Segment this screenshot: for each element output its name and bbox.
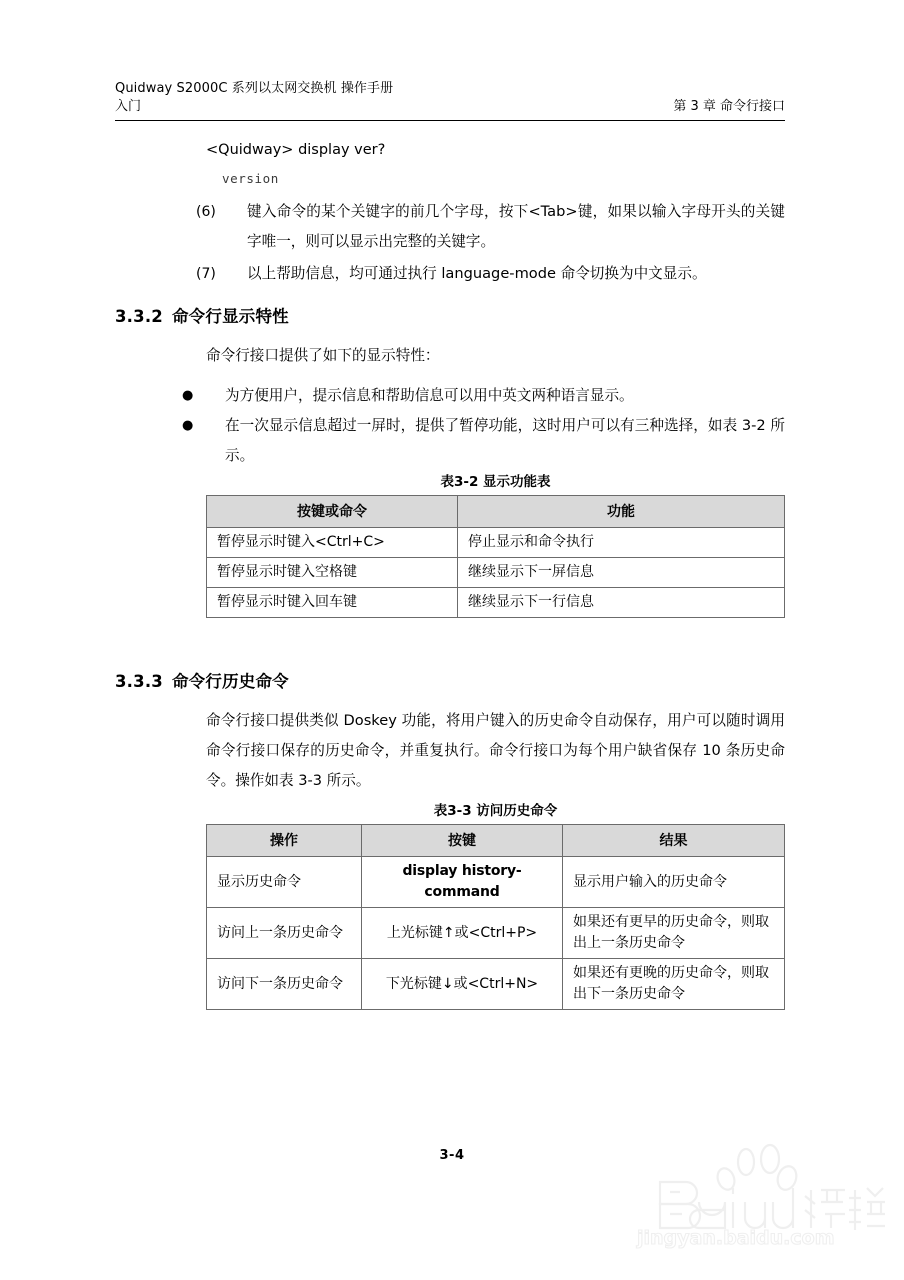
bullet-list (0, 381, 904, 471)
table-column-header: 功能 (458, 496, 785, 528)
table-row (207, 959, 785, 1010)
table-cell: 访问上一条历史命令 (207, 908, 362, 959)
table-cell: 继续显示下一屏信息 (458, 558, 785, 588)
table-cell: 访问下一条历史命令 (207, 959, 362, 1010)
table-row (207, 588, 785, 618)
page-header (115, 80, 785, 116)
table-cell: 上光标键↑或<Ctrl+P> (362, 908, 563, 959)
table-cell: 显示用户输入的历史命令 (563, 857, 785, 908)
table-cell: 暂停显示时键入回车键 (207, 588, 458, 618)
numbered-list (0, 197, 904, 291)
cli-command-output: version (222, 171, 279, 186)
header-chapter-right: 第 3 章 命令行接口 (673, 99, 785, 114)
table-32-caption: 表3-2 显示功能表 (440, 474, 551, 490)
bullet-item (0, 411, 904, 471)
table-column-header: 按键或命令 (207, 496, 458, 528)
section-heading-333 (115, 671, 289, 693)
section-number: 3.3.3 (115, 672, 163, 691)
list-item (0, 197, 904, 257)
section-heading-332 (115, 306, 289, 328)
section-number: 3.3.2 (115, 307, 163, 326)
section-title: 命令行历史命令 (171, 672, 289, 691)
table-row (207, 528, 785, 558)
table-cell: 显示历史命令 (207, 857, 362, 908)
table-cell: 停止显示和命令执行 (458, 528, 785, 558)
table-cell: 如果还有更早的历史命令，则取出上一条历史命令 (563, 908, 785, 959)
table-33-caption: 表3-3 访问历史命令 (433, 803, 558, 819)
table-column-header: 按键 (362, 825, 563, 857)
table-cell: 如果还有更晚的历史命令，则取出下一条历史命令 (563, 959, 785, 1010)
header-chapter-left: 入门 (115, 99, 142, 114)
section-333-paragraph: 命令行接口提供类似 Doskey 功能，将用户键入的历史命令自动保存，用户可以随时调用命令行接口保存的历史命令，并重复执行。命令行接口为每个用户缺省保存 10 条历史命令。操作如表 3-3 所示。 (206, 712, 785, 789)
cli-command-line: <Quidway> display ver? (206, 142, 386, 158)
bullet-dot-icon: ● (182, 388, 194, 403)
table-cell-command: display history-command (362, 857, 563, 908)
table-cell: 暂停显示时键入空格键 (207, 558, 458, 588)
header-manual-title: Quidway S2000C 系列以太网交换机 操作手册 (115, 81, 394, 96)
list-item-marker: (6) (196, 204, 216, 220)
bullet-dot-icon: ● (182, 418, 194, 433)
section-332-intro: 命令行接口提供了如下的显示特性： (206, 347, 440, 364)
table-column-header: 操作 (207, 825, 362, 857)
page-number: 3-4 (439, 1148, 465, 1163)
table-header-row (207, 496, 785, 528)
table-32 (206, 495, 785, 618)
watermark-url-text: jingyan.baidu.com (637, 1227, 835, 1249)
table-33 (206, 824, 785, 1010)
list-item (0, 259, 904, 289)
header-divider (115, 120, 785, 121)
bullet-text: 在一次显示信息超过一屏时，提供了暂停功能，这时用户可以有三种选择，如表 3-2 所示。 (225, 417, 785, 464)
table-row (207, 857, 785, 908)
table-cell: 继续显示下一行信息 (458, 588, 785, 618)
list-item-marker: (7) (196, 266, 216, 282)
table-cell: 下光标键↓或<Ctrl+N> (362, 959, 563, 1010)
table-cell: 暂停显示时键入<Ctrl+C> (207, 528, 458, 558)
bullet-item (0, 381, 904, 411)
table-column-header: 结果 (563, 825, 785, 857)
list-item-text: 以上帮助信息，均可通过执行 language-mode 命令切换为中文显示。 (247, 265, 707, 282)
header-subline (115, 98, 785, 116)
table-header-row (207, 825, 785, 857)
bullet-text: 为方便用户，提示信息和帮助信息可以用中英文两种语言显示。 (225, 387, 634, 404)
table-row (207, 558, 785, 588)
section-title: 命令行显示特性 (171, 307, 289, 326)
list-item-text: 键入命令的某个关键字的前几个字母，按下<Tab>键，如果以输入字母开头的关键字唯一，则可以显示出完整的关键字。 (247, 203, 785, 250)
table-row (207, 908, 785, 959)
